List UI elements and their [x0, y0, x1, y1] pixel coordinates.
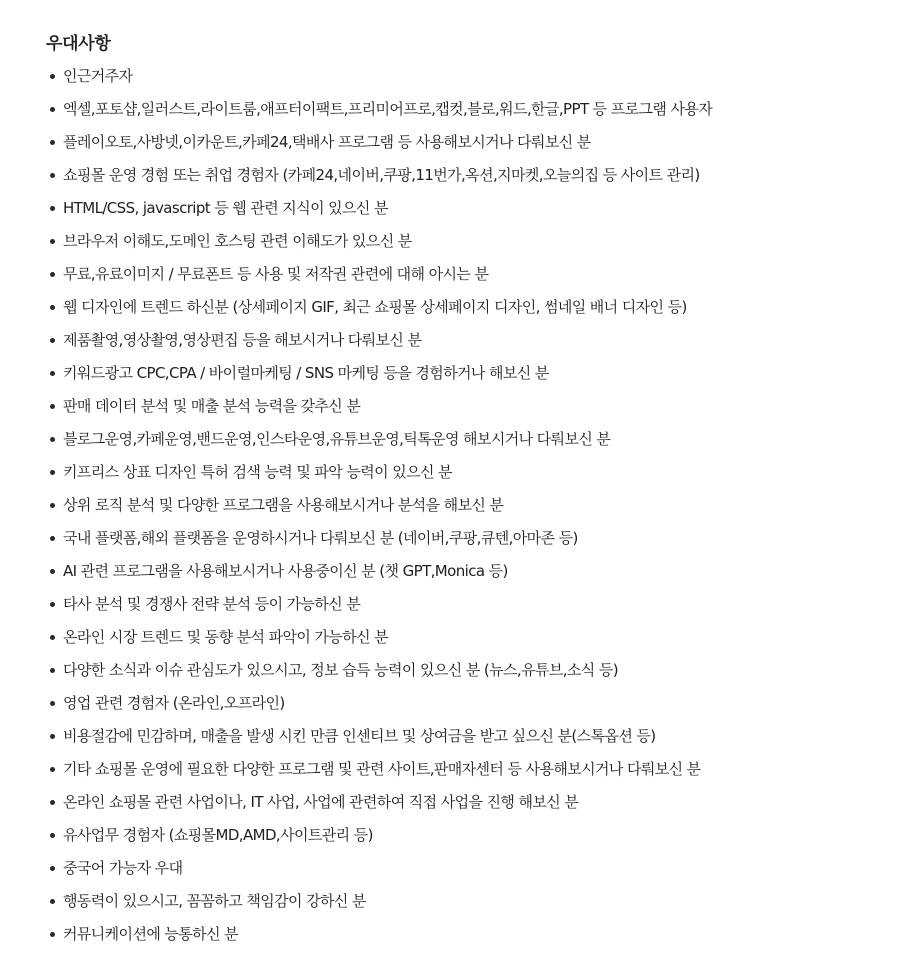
bullet-icon [50, 635, 55, 640]
list-item-text: 비용절감에 민감하며, 매출을 발생 시킨 만큼 인센티브 및 상여금을 받고 싶으신 분(스톡옵션 등) [63, 727, 656, 745]
bullet-icon [50, 668, 55, 673]
bullet-icon [50, 734, 55, 739]
list-item-text: 국내 플랫폼,해외 플랫폼을 운영하시거나 다뤄보신 분 (네이버,쿠팡,큐텐,아마존 등) [63, 529, 578, 547]
list-item [46, 588, 900, 621]
list-item [46, 60, 900, 93]
list-item [46, 852, 900, 885]
list-item-text: 플레이오토,사방넷,이카운트,카페24,택배사 프로그램 등 사용해보시거나 다뤄보신 분 [63, 133, 591, 151]
bullet-icon [50, 437, 55, 442]
bullet-icon [50, 602, 55, 607]
bullet-icon [50, 140, 55, 145]
list-item-text: 기타 쇼핑몰 운영에 필요한 다양한 프로그램 및 관련 사이트,판매자센터 등 사용해보시거나 다뤄보신 분 [63, 760, 701, 778]
bullet-icon [50, 866, 55, 871]
list-item-text: HTML/CSS, javascript 등 웹 관련 지식이 있으신 분 [63, 199, 388, 217]
bullet-icon [50, 800, 55, 805]
list-item [46, 225, 900, 258]
list-item-text: 중국어 가능자 우대 [63, 859, 183, 877]
section-title: 우대사항 [46, 34, 111, 54]
bullet-icon [50, 470, 55, 475]
list-item [46, 621, 900, 654]
list-item-text: 엑셀,포토샵,일러스트,라이트룸,애프터이팩트,프리미어프로,캡컷,블로,워드,한글,PPT 등 프로그램 사용자 [63, 100, 713, 118]
list-item-text: 키프리스 상표 디자인 특허 검색 능력 및 파악 능력이 있으신 분 [63, 463, 452, 481]
list-item-text: 다양한 소식과 이슈 관심도가 있으시고, 정보 습득 능력이 있으신 분 (뉴스,유튜브,소식 등) [63, 661, 619, 679]
list-item-text: 제품촬영,영상촬영,영상편집 등을 해보시거나 다뤄보신 분 [63, 331, 422, 349]
list-item-text: 커뮤니케이션에 능통하신 분 [63, 925, 239, 943]
list-item-text: 영업 관련 경험자 (온라인,오프라인) [63, 694, 285, 712]
list-item [46, 918, 900, 951]
list-item-text: 온라인 시장 트렌드 및 동향 분석 파악이 가능하신 분 [63, 628, 389, 646]
bullet-icon [50, 107, 55, 112]
bullet-icon [50, 701, 55, 706]
list-item-text: 무료,유료이미지 / 무료폰트 등 사용 및 저작권 관련에 대해 아시는 분 [63, 265, 489, 283]
list-item [46, 687, 900, 720]
list-item [46, 357, 900, 390]
list-item-text: 판매 데이터 분석 및 매출 분석 능력을 갖추신 분 [63, 397, 361, 415]
bullet-icon [50, 371, 55, 376]
list-item [46, 654, 900, 687]
bullet-icon [50, 767, 55, 772]
list-item [46, 258, 900, 291]
bullet-icon [50, 272, 55, 277]
list-item-text: 웹 디자인에 트렌드 하신분 (상세페이지 GIF, 최근 쇼핑몰 상세페이지 디자인, 썸네일 배너 디자인 등) [63, 298, 687, 316]
list-item-text: 행동력이 있으시고, 꼼꼼하고 책임감이 강하신 분 [63, 892, 366, 910]
bullet-icon [50, 206, 55, 211]
bullet-icon [50, 239, 55, 244]
list-item [46, 885, 900, 918]
list-item-text: 브라우저 이해도,도메인 호스팅 관련 이해도가 있으신 분 [63, 232, 412, 250]
list-item [46, 423, 900, 456]
list-item-text: 인근거주자 [63, 67, 133, 85]
list-item [46, 819, 900, 852]
list-item-text: 블로그운영,카페운영,밴드운영,인스타운영,유튜브운영,틱톡운영 해보시거나 다뤄보신 분 [63, 430, 611, 448]
bullet-icon [50, 932, 55, 937]
list-item [46, 192, 900, 225]
bullet-icon [50, 833, 55, 838]
list-item-text: AI 관련 프로그램을 사용해보시거나 사용중이신 분 (챗 GPT,Monica 등) [63, 562, 508, 580]
bullet-icon [50, 899, 55, 904]
list-item-text: 온라인 쇼핑몰 관련 사업이나, IT 사업, 사업에 관련하여 직접 사업을 진행 해보신 분 [63, 793, 579, 811]
bullet-icon [50, 305, 55, 310]
list-item [46, 753, 900, 786]
bullet-icon [50, 173, 55, 178]
list-item [46, 159, 900, 192]
bullet-icon [50, 536, 55, 541]
list-item-text: 상위 로직 분석 및 다양한 프로그램을 사용해보시거나 분석을 해보신 분 [63, 496, 504, 514]
bullet-icon [50, 503, 55, 508]
list-item [46, 786, 900, 819]
list-item [46, 93, 900, 126]
bullet-icon [50, 404, 55, 409]
list-item [46, 555, 900, 588]
bullet-icon [50, 569, 55, 574]
bullet-icon [50, 338, 55, 343]
list-item [46, 522, 900, 555]
list-item-text: 타사 분석 및 경쟁사 전략 분석 등이 가능하신 분 [63, 595, 361, 613]
preferred-qualifications-list [46, 60, 900, 951]
list-item-text: 쇼핑몰 운영 경험 또는 취업 경험자 (카페24,네이버,쿠팡,11번가,옥션,지마켓,오늘의집 등 사이트 관리) [63, 166, 700, 184]
list-item [46, 390, 900, 423]
list-item-text: 유사업무 경험자 (쇼핑몰MD,AMD,사이트관리 등) [63, 826, 373, 844]
list-item-text: 키워드광고 CPC,CPA / 바이럴마케팅 / SNS 마케팅 등을 경험하거나 해보신 분 [63, 364, 549, 382]
list-item [46, 324, 900, 357]
bullet-icon [50, 74, 55, 79]
list-item [46, 456, 900, 489]
list-item [46, 291, 900, 324]
list-item [46, 489, 900, 522]
list-item [46, 126, 900, 159]
list-item [46, 720, 900, 753]
